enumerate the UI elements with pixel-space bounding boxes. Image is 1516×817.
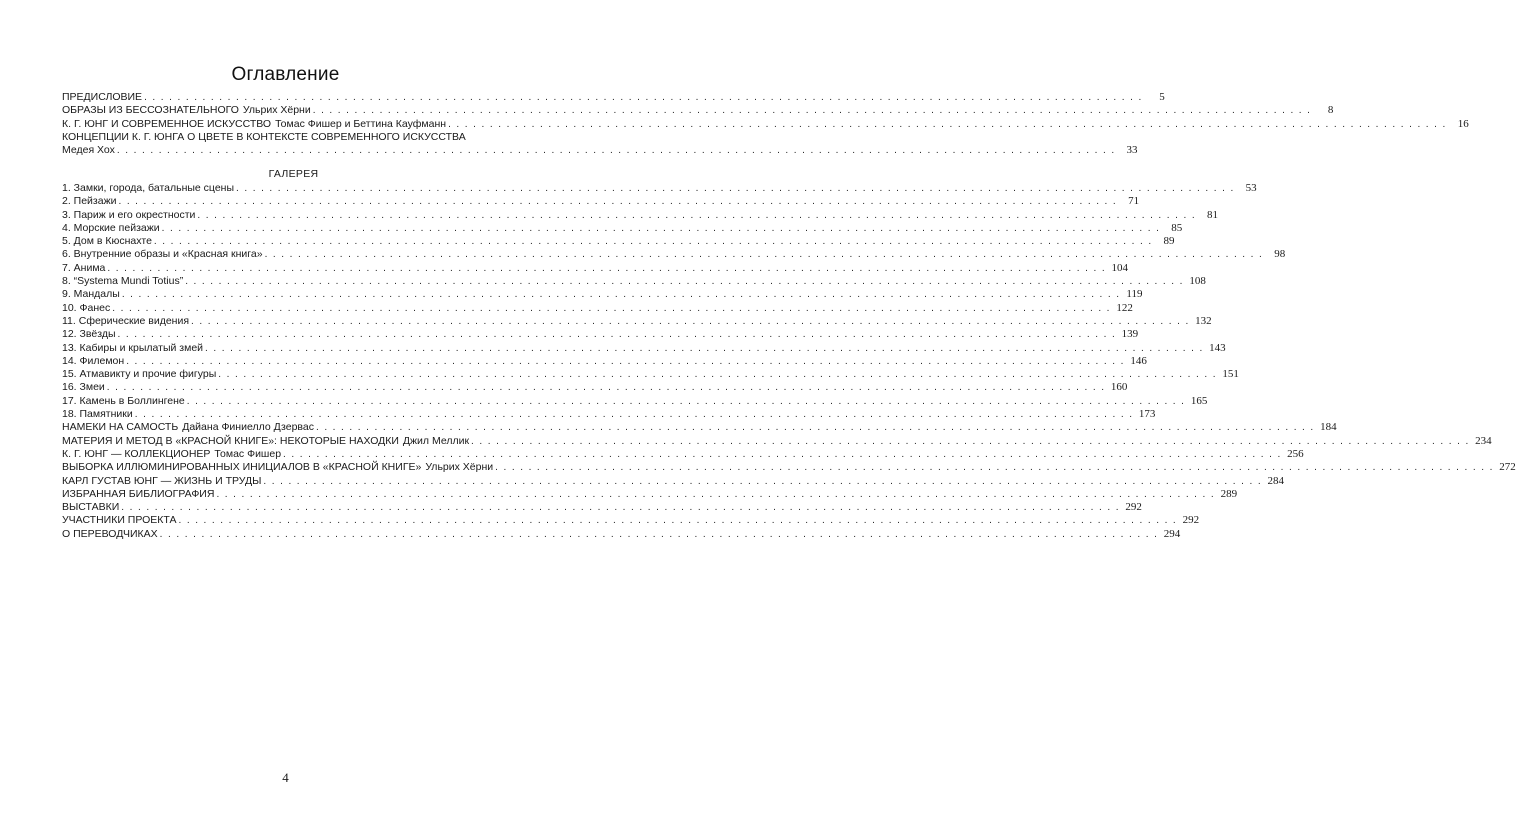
- toc-page-number: 8: [1327, 104, 1334, 117]
- toc-entry-title: 5. Дом в Кюснахте: [62, 235, 152, 248]
- toc-page-number: 132: [1195, 314, 1212, 327]
- toc-entry-title: 15. Атмавикту и прочие фигуры: [62, 368, 217, 381]
- toc-entry-title: 6. Внутренние образы и «Красная книга»: [62, 248, 263, 261]
- toc-page-number: 294: [1163, 527, 1181, 540]
- toc-entry-text: [62, 104, 311, 117]
- toc-page-number: 289: [1220, 487, 1238, 500]
- toc-entry-title: О ПЕРЕВОДЧИКАХ: [62, 527, 158, 540]
- toc-page-number: 33: [1126, 144, 1138, 157]
- toc-entry-title: УЧАСТНИКИ ПРОЕКТА: [62, 514, 177, 527]
- toc-page-number: 16: [1457, 117, 1469, 130]
- toc-entry: [62, 117, 1469, 131]
- toc-entry: [62, 248, 1286, 261]
- toc-page-number: 119: [1126, 288, 1143, 301]
- toc-entry: [62, 261, 1129, 275]
- toc-leader-dots: . . . . . . . . . . . . . . . . . . . . . . . . . . . . . . . . . . . . . . . . . . . . . . . . . . . . . . . . . . . . . . . . . . . . . . . . . . . . . . . . . . . . . . . . . . . . . . . . . . . . . . . . . . . . . . . . . . . . . . . .: [126, 355, 1125, 367]
- toc-leader-dots: . . . . . . . . . . . . . . . . . . . . . . . . . . . . . . . . . . . . . . . . . . . . . . . . . . . . . . . . . . . . . . . . . . . . . . . . . . . . . . . . . . . . . . . . . . . . . . . . . . . . . . . . . . . . . . . . . . . . . . . .: [116, 145, 1116, 157]
- toc-entry-text: [62, 395, 185, 408]
- toc-leader-dots: . . . . . . . . . . . . . . . . . . . . . . . . . . . . . . . . . . . . . . . . . . . . . . . . . . . . . . . . . . . . . . . . . . . . . . . . . . . . . . . . . . . . . . . . . . . . . . . . . . . . . . . . . . . . . . . . . . . . . . . .: [315, 422, 1315, 434]
- toc-entry: [62, 527, 1181, 541]
- toc-entry: [62, 221, 1183, 235]
- toc-entry-text: [62, 342, 203, 355]
- toc-entry: [62, 514, 1200, 527]
- toc-entry-text: [62, 118, 446, 131]
- toc-leader-dots: . . . . . . . . . . . . . . . . . . . . . . . . . . . . . . . . . . . . . . . . . . . . . . . . . . . . . . . . . . . . . . . . . . . . . . . . . . . . . . . . . . . . . . . . . . . . . . . . . . . . . . . . . . . . . . . . . . . . . . . .: [218, 369, 1217, 381]
- toc-entry: [62, 474, 1284, 488]
- toc-page-number: 108: [1189, 275, 1206, 288]
- toc-entry: [62, 394, 1208, 408]
- toc-page-number: 234: [1475, 434, 1492, 447]
- toc-entry-title: ПРЕДИСЛОВИЕ: [62, 91, 143, 103]
- toc-page-number: 98: [1274, 248, 1286, 261]
- toc-page-number: 53: [1245, 182, 1257, 194]
- toc-entry-title: 12. Звёзды: [62, 328, 116, 341]
- toc-entry-title: МАТЕРИЯ И МЕТОД В «КРАСНОЙ КНИГЕ»: НЕКОТОРЫЕ НАХОДКИ: [62, 434, 399, 447]
- toc-entry-title: ОБРАЗЫ ИЗ БЕССОЗНАТЕЛЬНОГО: [62, 104, 239, 117]
- toc-entry-text: [62, 488, 214, 501]
- toc-page-number: 143: [1209, 341, 1226, 354]
- toc-entry-text: [62, 528, 158, 541]
- toc-entry: [62, 328, 1139, 341]
- toc-entry-title: 4. Морские пейзажи: [62, 221, 160, 234]
- toc-entry: [62, 447, 1304, 461]
- toc-entry-text: [62, 514, 176, 527]
- toc-leader-dots: . . . . . . . . . . . . . . . . . . . . . . . . . . . . . . . . . . . . . . . . . . . . . . . . . . . . . . . . . . . . . . . . . . . . . . . . . . . . . . . . . . . . . . . . . . . . . . . . . . . . . . . . . . . . . . . . . . . . . . . .: [191, 315, 1190, 327]
- toc-entry-title: 9. Мандалы: [62, 288, 120, 301]
- toc-entry-title: 16. Змеи: [62, 381, 105, 394]
- toc-entry-text: [62, 448, 281, 461]
- toc-entry-text: [62, 475, 261, 488]
- toc-entry-title: КАРЛ ГУСТАВ ЮНГ — ЖИЗНЬ И ТРУДЫ: [62, 474, 262, 487]
- toc-entry-title: 13. Кабиры и крылатый змей: [62, 341, 204, 354]
- toc-leader-dots: . . . . . . . . . . . . . . . . . . . . . . . . . . . . . . . . . . . . . . . . . . . . . . . . . . . . . . . . . . . . . . . . . . . . . . . . . . . . . . . . . . . . . . . . . . . . . . . . . . . . . . . . . . . . . . . . . . . . . . . .: [471, 435, 1470, 447]
- toc-entry: [62, 195, 1140, 208]
- toc-page-number: 284: [1267, 474, 1284, 487]
- toc-page-number: 292: [1182, 514, 1200, 527]
- toc-leader-dots: . . . . . . . . . . . . . . . . . . . . . . . . . . . . . . . . . . . . . . . . . . . . . . . . . . . . . . . . . . . . . . . . . . . . . . . . . . . . . . . . . . . . . . . . . . . . . . . . . . . . . . . . . . . . . . . . . . . . . . . .: [112, 302, 1111, 314]
- toc-leader-dots: . . . . . . . . . . . . . . . . . . . . . . . . . . . . . . . . . . . . . . . . . . . . . . . . . . . . . . . . . . . . . . . . . . . . . . . . . . . . . . . . . . . . . . . . . . . . . . . . . . . . . . . . . . . . . . . . . . . . . . . .: [178, 515, 1178, 527]
- toc-entry: [62, 208, 1219, 222]
- toc-leader-dots: . . . . . . . . . . . . . . . . . . . . . . . . . . . . . . . . . . . . . . . . . . . . . . . . . . . . . . . . . . . . . . . . . . . . . . . . . . . . . . . . . . . . . . . . . . . . . . . . . . . . . . . . . . . . . . . . . . . . . . . .: [107, 262, 1107, 274]
- toc-entry-text: [62, 182, 234, 195]
- toc-entry: [62, 301, 1133, 315]
- toc-entry-title: 10. Фанес: [62, 301, 111, 314]
- toc-entry-text: [62, 368, 216, 381]
- toc-entry-text: [62, 501, 119, 514]
- toc-page-number: 256: [1287, 447, 1304, 460]
- toc-leader-dots: . . . . . . . . . . . . . . . . . . . . . . . . . . . . . . . . . . . . . . . . . . . . . . . . . . . . . . . . . . . . . . . . . . . . . . . . . . . . . . . . . . . . . . . . . . . . . . . . . . . . . . . . . . . . . . . . . . . . . . . .: [153, 236, 1153, 248]
- toc-leader-dots: . . . . . . . . . . . . . . . . . . . . . . . . . . . . . . . . . . . . . . . . . . . . . . . . . . . . . . . . . . . . . . . . . . . . . . . . . . . . . . . . . . . . . . . . . . . . . . . . . . . . . . . . . . . . . . . . . . . . . . . .: [197, 209, 1197, 221]
- toc-entry-author: Ульрих Хёрни: [425, 461, 494, 474]
- toc-leader-dots: . . . . . . . . . . . . . . . . . . . . . . . . . . . . . . . . . . . . . . . . . . . . . . . . . . . . . . . . . . . . . . . . . . . . . . . . . . . . . . . . . . . . . . . . . . . . . . . . . . . . . . . . . . . . . . . . . . . . . . . .: [106, 382, 1106, 394]
- toc-entry-title: 14. Филемон: [62, 354, 125, 367]
- toc-entry-author: Медея Хох: [62, 144, 115, 157]
- toc-page-number: 71: [1128, 195, 1140, 208]
- toc-leader-dots: . . . . . . . . . . . . . . . . . . . . . . . . . . . . . . . . . . . . . . . . . . . . . . . . . . . . . . . . . . . . . . . . . . . . . . . . . . . . . . . . . . . . . . . . . . . . . . . . . . . . . . . . . . . . . . . . . . . . . . . .: [185, 276, 1184, 288]
- toc-entry-author: Томас Фишер: [214, 447, 282, 460]
- toc-entry: [62, 434, 1492, 448]
- toc-entry-title: 3. Париж и его окрестности: [62, 208, 196, 221]
- toc-leader-dots: . . . . . . . . . . . . . . . . . . . . . . . . . . . . . . . . . . . . . . . . . . . . . . . . . . . . . . . . . . . . . . . . . . . . . . . . . . . . . . . . . . . . . . . . . . . . . . . . . . . . . . . . . . . . . . . . . . . . . . . .: [263, 475, 1262, 487]
- toc-entry-title: 1. Замки, города, батальные сцены: [62, 182, 234, 194]
- toc-entry-text: [62, 288, 120, 301]
- toc-entry-author: Ульрих Хёрни: [242, 104, 311, 117]
- toc-page-number: 122: [1116, 301, 1133, 314]
- toc-leader-dots: . . . . . . . . . . . . . . . . . . . . . . . . . . . . . . . . . . . . . . . . . . . . . . . . . . . . . . . . . . . . . . . . . . . . . . . . . . . . . . . . . . . . . . . . . . . . . . . . . . . . . . . . . . . . . . . . . . . . . . . .: [144, 92, 1143, 103]
- toc-page-number: 89: [1163, 235, 1175, 248]
- toc-entry-text: [62, 302, 110, 315]
- toc-entry: [62, 104, 1334, 117]
- toc-entry-text: [62, 209, 195, 222]
- page-number: 4: [282, 770, 289, 785]
- toc-page-number: 165: [1190, 394, 1208, 407]
- toc-leader-dots: . . . . . . . . . . . . . . . . . . . . . . . . . . . . . . . . . . . . . . . . . . . . . . . . . . . . . . . . . . . . . . . . . . . . . . . . . . . . . . . . . . . . . . . . . . . . . . . . . . . . . . . . . . . . . . . . . . . . . . . .: [216, 488, 1216, 500]
- toc-page-number: 146: [1130, 354, 1147, 367]
- toc-gallery-list: [62, 182, 1516, 541]
- toc-leader-dots: . . . . . . . . . . . . . . . . . . . . . . . . . . . . . . . . . . . . . . . . . . . . . . . . . . . . . . . . . . . . . . . . . . . . . . . . . . . . . . . . . . . . . . . . . . . . . . . . . . . . . . . . . . . . . . . . . . . . . . . .: [236, 183, 1235, 194]
- toc-entry: [62, 314, 1212, 328]
- toc-entry: [62, 368, 1239, 381]
- toc-entry-author: Джил Меллик: [402, 434, 470, 447]
- toc-entry-title: К. Г. ЮНГ И СОВРЕМЕННОЕ ИСКУССТВО: [62, 117, 272, 130]
- toc-entry-text: [62, 235, 152, 248]
- toc-leader-dots: . . . . . . . . . . . . . . . . . . . . . . . . . . . . . . . . . . . . . . . . . . . . . . . . . . . . . . . . . . . . . . . . . . . . . . . . . . . . . . . . . . . . . . . . . . . . . . . . . . . . . . . . . . . . . . . . . . . . . . . .: [118, 196, 1118, 208]
- toc-entry: [62, 131, 525, 144]
- toc-entry-text: [62, 315, 189, 328]
- toc-entry-text: [62, 355, 124, 368]
- toc-entry-text: [62, 91, 142, 104]
- toc-entry-text: [62, 248, 263, 261]
- toc-entry-title: ИЗБРАННАЯ БИБЛИОГРАФИЯ: [62, 487, 215, 500]
- toc-page-number: 5: [1159, 91, 1165, 103]
- gallery-heading: ГАЛЕРЕЯ: [268, 168, 319, 180]
- toc-entry: [62, 381, 1128, 394]
- toc-entry-text: [62, 435, 469, 448]
- toc-leader-dots: . . . . . . . . . . . . . . . . . . . . . . . . . . . . . . . . . . . . . . . . . . . . . . . . . . . . . . . . . . . . . . . . . . . . . . . . . . . . . . . . . . . . . . . . . . . . . . . . . . . . . . . . . . . . . . . . . . . . . . . .: [161, 222, 1161, 234]
- toc-leader-dots: . . . . . . . . . . . . . . . . . . . . . . . . . . . . . . . . . . . . . . . . . . . . . . . . . . . . . . . . . . . . . . . . . . . . . . . . . . . . . . . . . . . . . . . . . . . . . . . . . . . . . . . . . . . . . . . . . . . . . . . .: [159, 528, 1159, 540]
- toc-page-number: 151: [1222, 368, 1239, 381]
- toc-entry-text: [62, 222, 160, 235]
- toc-entry: [62, 354, 1147, 368]
- toc-leader-dots: . . . . . . . . . . . . . . . . . . . . . . . . . . . . . . . . . . . . . . . . . . . . . . . . . . . . . . . . . . . . . . . . . . . . . . . . . . . . . . . . . . . . . . . . . . . . . . . . . . . . . . . . . . . . . . . . . . . . . . . .: [205, 342, 1204, 354]
- toc-entry-text: [62, 195, 116, 208]
- toc-entry-author: Томас Фишер и Беттина Кауфманн: [275, 117, 447, 130]
- toc-entry-title: НАМЕКИ НА САМОСТЬ: [62, 421, 179, 434]
- toc-entry-title: ВЫБОРКА ИЛЛЮМИНИРОВАННЫХ ИНИЦИАЛОВ В «КРАСНОЙ КНИГЕ»: [62, 461, 422, 474]
- toc-entry-title: 2. Пейзажи: [62, 195, 117, 208]
- toc-entry-text: [62, 421, 314, 434]
- toc-entry-title: КОНЦЕПЦИИ К. Г. ЮНГА О ЦВЕТЕ В КОНТЕКСТЕ СОВРЕМЕННОГО ИСКУССТВА: [62, 130, 466, 143]
- toc-entry-text: [62, 461, 493, 474]
- toc-page-number: 85: [1171, 221, 1183, 234]
- toc-entry: [62, 461, 1516, 474]
- toc-leader-dots: . . . . . . . . . . . . . . . . . . . . . . . . . . . . . . . . . . . . . . . . . . . . . . . . . . . . . . . . . . . . . . . . . . . . . . . . . . . . . . . . . . . . . . . . . . . . . . . . . . . . . . . . . . . . . . . . . . . . . . . .: [283, 448, 1282, 460]
- toc-page-number: 81: [1207, 208, 1219, 221]
- toc-entry-text: [62, 131, 466, 144]
- toc-entry-title: ВЫСТАВКИ: [62, 501, 120, 514]
- toc-entry-title: 18. Памятники: [62, 408, 133, 421]
- toc-page-number: 173: [1138, 408, 1156, 421]
- toc-entry: [62, 501, 1142, 514]
- toc-entry-text: [62, 408, 133, 421]
- toc-entry-title: 17. Камень в Боллингене: [62, 394, 185, 407]
- toc-entry: [62, 235, 1175, 248]
- toc-leader-dots: . . . . . . . . . . . . . . . . . . . . . . . . . . . . . . . . . . . . . . . . . . . . . . . . . . . . . . . . . . . . . . . . . . . . . . . . . . . . . . . . . . . . . . . . . . . . . . . . . . . . . . . . . . . . . . . . . . . . . . . .: [134, 409, 1134, 421]
- toc-leader-dots: . . . . . . . . . . . . . . . . . . . . . . . . . . . . . . . . . . . . . . . . . . . . . . . . . . . . . . . . . . . . . . . . . . . . . . . . . . . . . . . . . . . . . . . . . . . . . . . . . . . . . . . . . . . . . . . . . . . . . . . .: [186, 395, 1186, 407]
- toc-entry-text: [62, 262, 105, 275]
- toc-page-number: 292: [1125, 501, 1142, 514]
- toc-entry-title: 11. Сферические видения: [62, 314, 190, 327]
- toc-leader-dots: . . . . . . . . . . . . . . . . . . . . . . . . . . . . . . . . . . . . . . . . . . . . . . . . . . . . . . . . . . . . . . . . . . . . . . . . . . . . . . . . . . . . . . . . . . . . . . . . . . . . . . . . . . . . . . . . . . . . . . . .: [448, 118, 1447, 130]
- toc-entry: [62, 144, 1138, 157]
- toc-entry: [62, 421, 1337, 434]
- page-title: Оглавление: [231, 64, 340, 85]
- toc-entry-text: [62, 275, 183, 288]
- toc-entry-text: [62, 144, 115, 157]
- toc-leader-dots: . . . . . . . . . . . . . . . . . . . . . . . . . . . . . . . . . . . . . . . . . . . . . . . . . . . . . . . . . . . . . . . . . . . . . . . . . . . . . . . . . . . . . . . . . . . . . . . . . . . . . . . . . . . . . . . . . . . . . . . .: [264, 249, 1264, 261]
- toc-main-list: [62, 91, 1469, 157]
- toc-entry: [62, 91, 1165, 104]
- toc-entry: [62, 408, 1156, 421]
- toc-page-number: 160: [1110, 381, 1128, 394]
- toc-entry: [62, 275, 1206, 288]
- toc-entry-author: Дайана Финиелло Дзервас: [182, 421, 314, 434]
- toc-leader-dots: . . . . . . . . . . . . . . . . . . . . . . . . . . . . . . . . . . . . . . . . . . . . . . . . . . . . . . . . . . . . . . . . . . . . . . . . . . . . . . . . . . . . . . . . . . . . . . . . . . . . . . . . . . . . . . . . . . . . . . . .: [121, 502, 1120, 514]
- toc-page-number: 104: [1111, 261, 1129, 274]
- toc-entry: [62, 487, 1238, 501]
- toc-entry-title: 7. Анима: [62, 261, 106, 274]
- toc-page-number: 184: [1320, 421, 1337, 434]
- toc-entry-title: К. Г. ЮНГ — КОЛЛЕКЦИОНЕР: [62, 447, 211, 460]
- toc-page-number: 139: [1121, 328, 1139, 341]
- toc-leader-dots: . . . . . . . . . . . . . . . . . . . . . . . . . . . . . . . . . . . . . . . . . . . . . . . . . . . . . . . . . . . . . . . . . . . . . . . . . . . . . . . . . . . . . . . . . . . . . . . . . . . . . . . . . . . . . . . . . . . . . . . .: [312, 105, 1312, 117]
- toc-leader-dots: . . . . . . . . . . . . . . . . . . . . . . . . . . . . . . . . . . . . . . . . . . . . . . . . . . . . . . . . . . . . . . . . . . . . . . . . . . . . . . . . . . . . . . . . . . . . . . . . . . . . . . . . . . . . . . . . . . . . . . . .: [117, 329, 1117, 341]
- toc-leader-dots: . . . . . . . . . . . . . . . . . . . . . . . . . . . . . . . . . . . . . . . . . . . . . . . . . . . . . . . . . . . . . . . . . . . . . . . . . . . . . . . . . . . . . . . . . . . . . . . . . . . . . . . . . . . . . . . . . . . . . . . .: [121, 289, 1121, 301]
- toc-entry: [62, 341, 1226, 355]
- toc-entry: [62, 182, 1257, 195]
- toc-entry-text: [62, 328, 116, 341]
- toc-page-number: 272: [1499, 461, 1516, 474]
- toc-leader-dots: . . . . . . . . . . . . . . . . . . . . . . . . . . . . . . . . . . . . . . . . . . . . . . . . . . . . . . . . . . . . . . . . . . . . . . . . . . . . . . . . . . . . . . . . . . . . . . . . . . . . . . . . . . . . . . . . . . . . . . . .: [495, 462, 1494, 474]
- toc-entry-title: 8. “Systema Mundi Totius”: [62, 275, 184, 288]
- toc-entry-text: [62, 381, 105, 394]
- toc-entry: [62, 288, 1143, 301]
